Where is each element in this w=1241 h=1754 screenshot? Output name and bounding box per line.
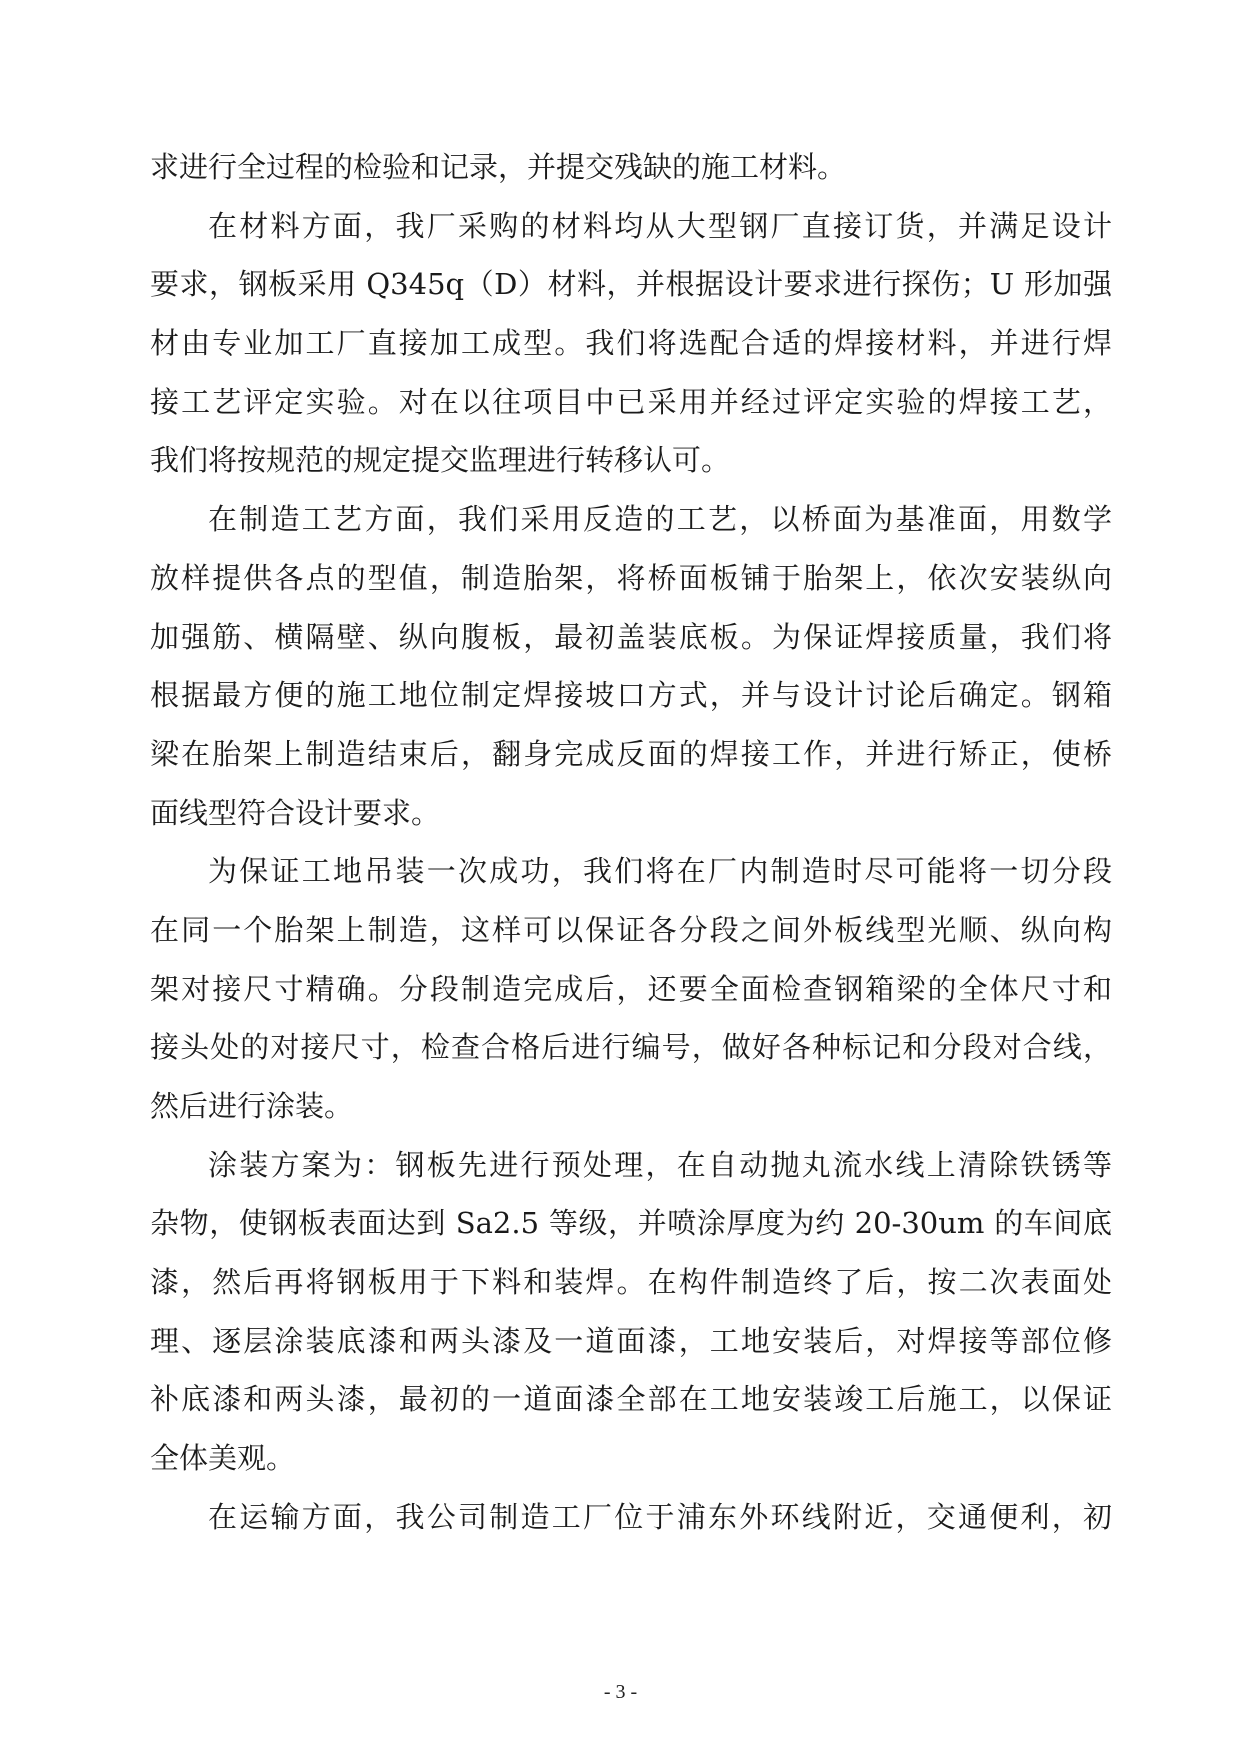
body-text bbox=[150, 138, 1112, 1547]
text-line: 漆，然后再将钢板用于下料和装焊。在构件制造终了后，按二次表面处 bbox=[150, 1265, 1112, 1300]
page-number: - 3 - bbox=[603, 1681, 638, 1703]
text-line: 我们将按规范的规定提交监理进行转移认可。 bbox=[150, 443, 731, 478]
text-line: 架对接尺寸精确。分段制造完成后，还要全面检查钢箱梁的全体尺寸和 bbox=[150, 971, 1112, 1006]
text-line: 全体美观。 bbox=[150, 1441, 296, 1476]
text-line: 面线型符合设计要求。 bbox=[150, 795, 441, 830]
text-line: 接工艺评定实验。对在以往项目中已采用并经过评定实验的焊接工艺， bbox=[150, 384, 1112, 419]
text-line: 根据最方便的施工地位制定焊接坡口方式，并与设计讨论后确定。钢箱 bbox=[150, 678, 1112, 713]
text-line: 在运输方面，我公司制造工厂位于浦东外环线附近，交通便利，初 bbox=[208, 1499, 1112, 1534]
text-line: 求进行全过程的检验和记录，并提交残缺的施工材料。 bbox=[150, 150, 847, 184]
text-line: 杂物，使钢板表面达到 Sa2.5 等级，并喷涂厚度为约 20-30um 的车间底 bbox=[150, 1206, 1112, 1241]
text-line: 材由专业加工厂直接加工成型。我们将选配合适的焊接材料，并进行焊 bbox=[150, 326, 1112, 361]
text-line: 放样提供各点的型值，制造胎架，将桥面板铺于胎架上，依次安装纵向 bbox=[150, 560, 1112, 595]
text-line: 为保证工地吊装一次成功，我们将在厂内制造时尽可能将一切分段 bbox=[208, 854, 1112, 889]
text-line: 在制造工艺方面，我们采用反造的工艺，以桥面为基准面，用数学 bbox=[208, 502, 1112, 537]
text-line: 加强筋、横隔壁、纵向腹板，最初盖装底板。为保证焊接质量，我们将 bbox=[150, 619, 1112, 654]
text-line: 在材料方面，我厂采购的材料均从大型钢厂直接订货，并满足设计 bbox=[208, 208, 1112, 243]
text-line: 在同一个胎架上制造，这样可以保证各分段之间外板线型光顺、纵向构 bbox=[150, 912, 1112, 947]
text-line: 补底漆和两头漆，最初的一道面漆全部在工地安装竣工后施工，以保证 bbox=[150, 1382, 1112, 1417]
text-line: 要求，钢板采用 Q345q（D）材料，并根据设计要求进行探伤；U 形加强 bbox=[150, 267, 1112, 302]
text-line: 涂装方案为：钢板先进行预处理，在自动抛丸流水线上清除铁锈等 bbox=[208, 1147, 1112, 1182]
text-line: 接头处的对接尺寸，检查合格后进行编号，做好各种标记和分段对合线， bbox=[150, 1030, 1112, 1065]
text-line: 理、逐层涂装底漆和两头漆及一道面漆，工地安装后，对焊接等部位修 bbox=[150, 1323, 1112, 1358]
text-line: 梁在胎架上制造结束后，翻身完成反面的焊接工作，并进行矫正，使桥 bbox=[150, 736, 1112, 771]
text-line: 然后进行涂装。 bbox=[150, 1089, 354, 1123]
